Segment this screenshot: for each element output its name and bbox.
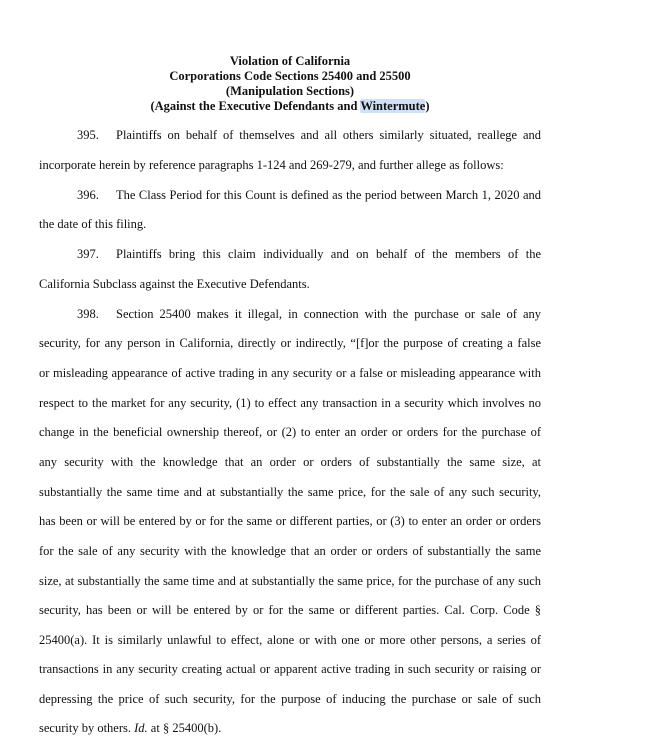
paragraph-398-line-4: respect to the market for any security, (1) to effect any transaction in a security which involves no [39,396,541,410]
paragraph-398-line-12: 25400(a). It is similarly unlawful to effect, alone or with one or more other persons, a series of [39,633,541,647]
paragraph-398-line-1 [77,306,541,322]
paragraph-398-line-8: has been or will be entered by or for the same or different parties, or (3) to enter an order or orders [39,514,541,528]
paragraph-398-line-7: substantially the same time and at substantially the same price, for the sale of any such security, [39,485,541,499]
paragraph-text: Plaintiffs on behalf of themselves and all others similarly situated, reallege and [116,128,541,142]
paragraph-396-line-2: the date of this filing. [39,217,147,231]
citation-text-before: security by others. [39,721,135,735]
highlighted-text[interactable]: Wintermute [360,99,426,113]
paragraph-398-line-13: transactions in any security creating actual or apparent active trading in such security or raising or [39,662,541,676]
paragraph-number: 398. [77,307,99,321]
heading-text-after: ) [425,99,430,113]
paragraph-395-line-2: incorporate herein by reference paragraphs 1-124 and 269-279, and further allege as follows: [39,158,504,172]
paragraph-398-line-11: security, has been or will be entered by or for the same or different parties. Cal. Corp. Code § [39,603,541,617]
paragraph-398-line-9: for the sale of any security with the knowledge that an order or orders of substantially the same [39,544,541,558]
count-heading-line-2: Corporations Code Sections 25400 and 25500 [169,69,411,83]
paragraph-398-line-10: size, at substantially the same time and at substantially the same price, for the purchase of any such [39,574,541,588]
paragraph-395-line-1 [77,127,541,143]
count-heading-line-4 [0,99,580,114]
paragraph-number: 396. [77,188,99,202]
paragraph-398-line-6: any security with the knowledge that an order or orders of substantially the same size, at [39,455,541,469]
paragraph-398-line-15 [39,720,541,736]
citation-id: Id. [134,721,148,735]
paragraph-number: 397. [77,247,99,261]
paragraph-397-line-1 [77,246,541,262]
paragraph-398-line-5: change in the beneficial ownership thereof, or (2) to enter an order or orders for the purchase of [39,425,541,439]
count-heading-line-3: (Manipulation Sections) [225,84,355,98]
paragraph-text: Section 25400 makes it illegal, in connection with the purchase or sale of any [116,307,541,321]
paragraph-397-line-2: California Subclass against the Executive Defendants. [39,277,310,291]
paragraph-398-line-14: depressing the price of such security, for the purpose of inducing the purchase or sale of such [39,692,541,706]
paragraph-398-line-2: security, for any person in California, directly or indirectly, “[f]or the purpose of creating a false [39,336,541,350]
paragraph-number: 395. [77,128,99,142]
count-heading-line-1: Violation of California [229,54,351,68]
paragraph-text: The Class Period for this Count is defined as the period between March 1, 2020 and [116,188,541,202]
paragraph-text: Plaintiffs bring this claim individually and on behalf of the members of the [116,247,541,261]
heading-text-before: (Against the Executive Defendants and [150,99,361,113]
paragraph-398-line-3: or misleading appearance of active trading in any security or a false or misleading appearance with [39,366,541,380]
paragraph-396-line-1 [77,187,541,203]
citation-text-after: at § 25400(b). [147,721,222,735]
